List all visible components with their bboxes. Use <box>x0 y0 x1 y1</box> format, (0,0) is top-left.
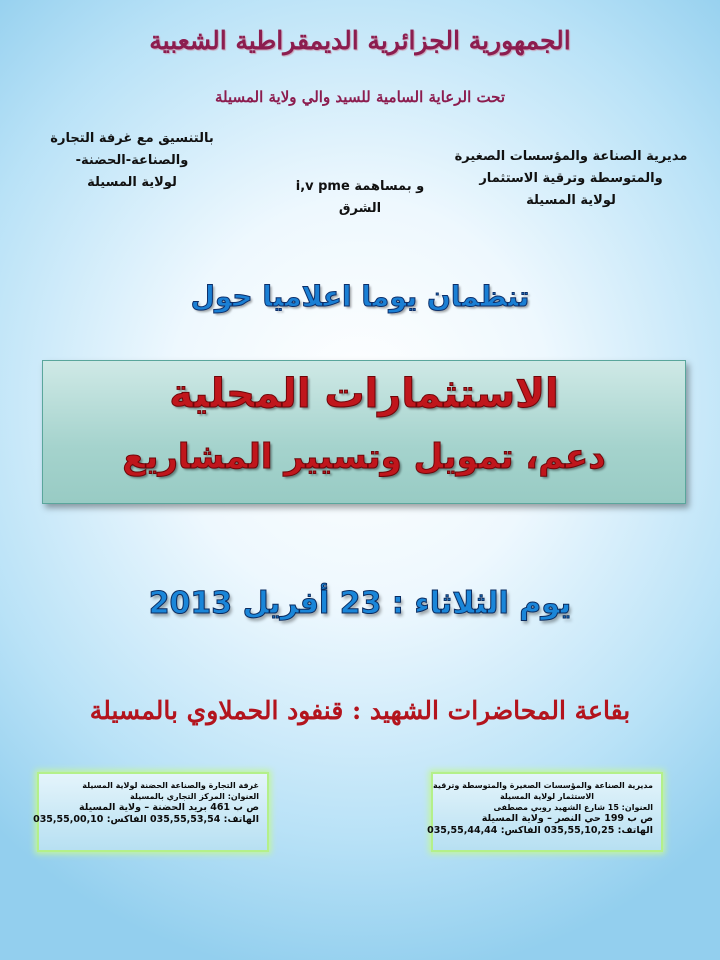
contact-line: الهاتف: 035,55,10,25 الفاكس: 035,55,44,44 <box>427 825 653 836</box>
patronage-line: تحت الرعاية السامية للسيد والي ولاية المسيلة <box>214 88 506 106</box>
organizer-chamber-line: والصناعة-الحضنة- <box>75 153 189 168</box>
organizer-contribution-line: الشرق <box>338 201 382 216</box>
organizer-directorate-line: والمتوسطة وترقية الاستثمار <box>479 171 663 186</box>
event-venue: بقاعة المحاضرات الشهيد : قنفود الحملاوي بالمسيلة <box>89 696 631 725</box>
event-subtitle: دعم، تمويل وتسيير المشاريع <box>122 437 606 477</box>
event-title: الاستثمارات المحلية <box>169 371 559 417</box>
contact-line: الاستثمار لولاية المسيلة <box>499 792 595 801</box>
contact-line: العنوان: المركز التجاري بالمسيلة <box>130 792 259 801</box>
contact-line: العنوان: 15 شارع الشهيد روبي مصطفى <box>493 803 653 812</box>
event-date: يوم الثلاثاء : 23 أفريل 2013 <box>148 586 572 621</box>
title-banner <box>42 360 686 504</box>
contact-line: ص ب 461 بريد الحضنة – ولاية المسيلة <box>79 802 259 813</box>
contact-line: ص ب 199 حي النصر – ولاية المسيلة <box>481 813 653 824</box>
organizer-chamber-line: لولاية المسيلة <box>87 175 177 190</box>
contact-card-directorate <box>427 772 663 852</box>
organizer-contribution-line: و بمساهمة i,v pme <box>295 179 425 194</box>
republic-heading: الجمهورية الجزائرية الديمقراطية الشعبية <box>149 26 571 55</box>
announcement-heading: تنظمان يوما اعلاميا حول <box>190 280 530 313</box>
organizer-contribution <box>285 176 435 220</box>
organizer-directorate-line: مديرية الصناعة والمؤسسات الصغيرة <box>454 149 688 164</box>
contact-line: الهاتف: 035,55,53,54 الفاكس: 035,55,00,10 <box>33 814 259 825</box>
organizer-directorate <box>436 146 706 212</box>
contact-line: غرفة التجارة والصناعة الحضنة لولاية المسيلة <box>82 781 259 790</box>
organizer-directorate-line: لولاية المسيلة <box>526 193 616 208</box>
organizer-chamber <box>32 128 232 194</box>
contact-line: مديرية الصناعة والمؤسسات الصغيرة والمتوسطة وترقية <box>433 781 653 790</box>
contact-card-chamber <box>33 772 269 852</box>
organizer-chamber-line: بالتنسيق مع غرفة التجارة <box>50 131 214 146</box>
